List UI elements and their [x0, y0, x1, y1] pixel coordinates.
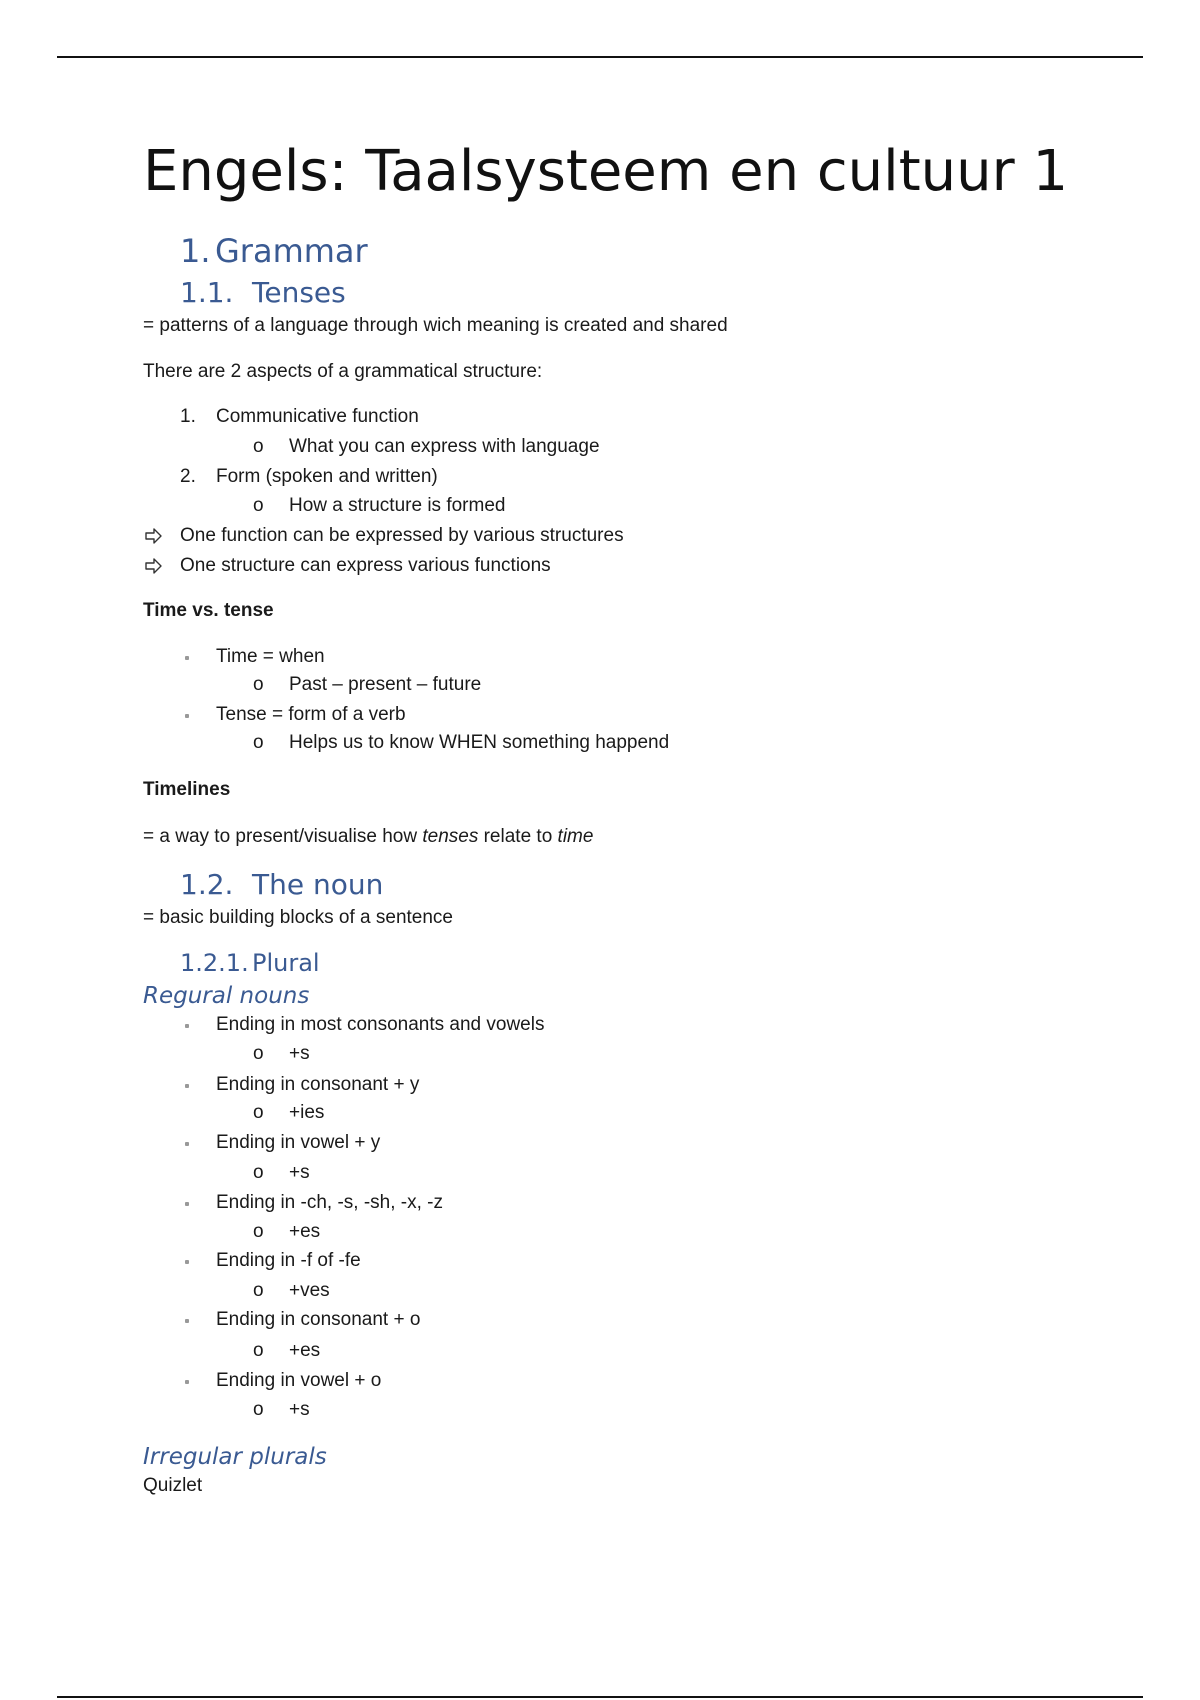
arrow-right-icon	[145, 554, 163, 578]
list-item: Ending in consonant + o	[216, 1309, 421, 1330]
sub-bullet: o	[253, 1280, 264, 1301]
list-item: Ending in consonant + y	[216, 1074, 420, 1095]
list-subitem-label: +s	[289, 1043, 310, 1064]
subheading-regular-nouns: Regural nouns	[143, 983, 310, 1009]
list-subitem	[253, 731, 669, 755]
irregular-text: Quizlet	[143, 1475, 203, 1496]
subheading-irregular-plurals: Irregular plurals	[143, 1444, 327, 1470]
document-title: Engels: Taalsysteem en cultuur 1	[143, 139, 1069, 204]
timelines-text-part: relate to	[478, 826, 558, 847]
heading-label: The noun	[252, 868, 384, 901]
list-number: 2.	[180, 466, 196, 487]
heading-plural	[180, 948, 320, 978]
list-subitem-label: How a structure is formed	[289, 495, 506, 516]
heading-label: Plural	[252, 949, 320, 977]
heading-grammar	[180, 231, 368, 271]
bullet-icon	[185, 714, 189, 718]
timelines-text-part: = a way to present/visualise how	[143, 826, 423, 847]
list-subitem	[253, 1279, 330, 1303]
list-subitem	[253, 494, 505, 518]
arrow-item: One structure can express various functions	[180, 555, 551, 576]
sub-bullet: o	[253, 495, 264, 516]
heading-tenses	[180, 276, 346, 310]
list-subitem-label: +ies	[289, 1102, 325, 1123]
bullet-icon	[185, 1319, 189, 1323]
list-subitem	[253, 1220, 320, 1244]
sub-bullet: o	[253, 732, 264, 753]
sub-bullet: o	[253, 674, 264, 695]
subheading-time-vs-tense: Time vs. tense	[143, 600, 274, 621]
list-item	[180, 405, 419, 429]
sub-bullet: o	[253, 1399, 264, 1420]
sub-bullet: o	[253, 1340, 264, 1361]
list-item-label: Form (spoken and written)	[216, 466, 438, 487]
page-top-rule	[57, 56, 1143, 58]
list-item: Ending in vowel + o	[216, 1370, 382, 1391]
list-subitem-label: Past – present – future	[289, 674, 482, 695]
list-item-label: Communicative function	[216, 406, 419, 427]
heading-the-noun	[180, 868, 383, 902]
bullet-icon	[185, 1084, 189, 1088]
tenses-definition: = patterns of a language through wich meaning is created and shared	[143, 315, 728, 336]
list-subitem-label: +ves	[289, 1280, 330, 1301]
list-subitem-label: Helps us to know WHEN something happend	[289, 732, 670, 753]
list-item: Tense = form of a verb	[216, 704, 406, 725]
bullet-icon	[185, 1380, 189, 1384]
list-item: Time = when	[216, 646, 325, 667]
list-subitem	[253, 1101, 324, 1125]
sub-bullet: o	[253, 1102, 264, 1123]
arrow-item: One function can be expressed by various structures	[180, 525, 624, 546]
timelines-emphasis: time	[557, 826, 594, 847]
bullet-icon	[185, 1024, 189, 1028]
list-subitem	[253, 1398, 310, 1422]
sub-bullet: o	[253, 1221, 264, 1242]
sub-bullet: o	[253, 1162, 264, 1183]
bullet-icon	[185, 1260, 189, 1264]
subheading-timelines: Timelines	[143, 779, 231, 800]
page-bottom-rule	[57, 1696, 1143, 1698]
list-item: Ending in -f of -fe	[216, 1250, 361, 1271]
list-item: Ending in most consonants and vowels	[216, 1014, 545, 1035]
list-subitem	[253, 1161, 310, 1185]
list-subitem	[253, 435, 600, 459]
heading-number: 1.2.1.	[180, 949, 249, 977]
list-subitem-label: +es	[289, 1340, 321, 1361]
noun-definition: = basic building blocks of a sentence	[143, 907, 454, 928]
timelines-emphasis: tenses	[422, 826, 479, 847]
bullet-icon	[185, 656, 189, 660]
list-item	[180, 465, 438, 489]
bullet-icon	[185, 1202, 189, 1206]
heading-number: 1.	[180, 232, 211, 270]
sub-bullet: o	[253, 436, 264, 457]
sub-bullet: o	[253, 1043, 264, 1064]
heading-label: Tenses	[252, 276, 346, 309]
list-subitem-label: +es	[289, 1221, 321, 1242]
list-subitem-label: What you can express with language	[289, 436, 600, 457]
aspects-intro: There are 2 aspects of a grammatical structure:	[143, 361, 543, 382]
heading-label: Grammar	[215, 232, 368, 270]
timelines-text	[143, 825, 593, 849]
list-subitem-label: +s	[289, 1399, 310, 1420]
list-subitem	[253, 1042, 310, 1066]
list-subitem	[253, 673, 481, 697]
arrow-right-icon	[145, 524, 163, 548]
list-item: Ending in -ch, -s, -sh, -x, -z	[216, 1192, 444, 1213]
list-number: 1.	[180, 406, 196, 427]
list-item: Ending in vowel + y	[216, 1132, 381, 1153]
heading-number: 1.2.	[180, 868, 234, 901]
bullet-icon	[185, 1142, 189, 1146]
list-subitem	[253, 1339, 320, 1363]
heading-number: 1.1.	[180, 276, 234, 309]
list-subitem-label: +s	[289, 1162, 310, 1183]
